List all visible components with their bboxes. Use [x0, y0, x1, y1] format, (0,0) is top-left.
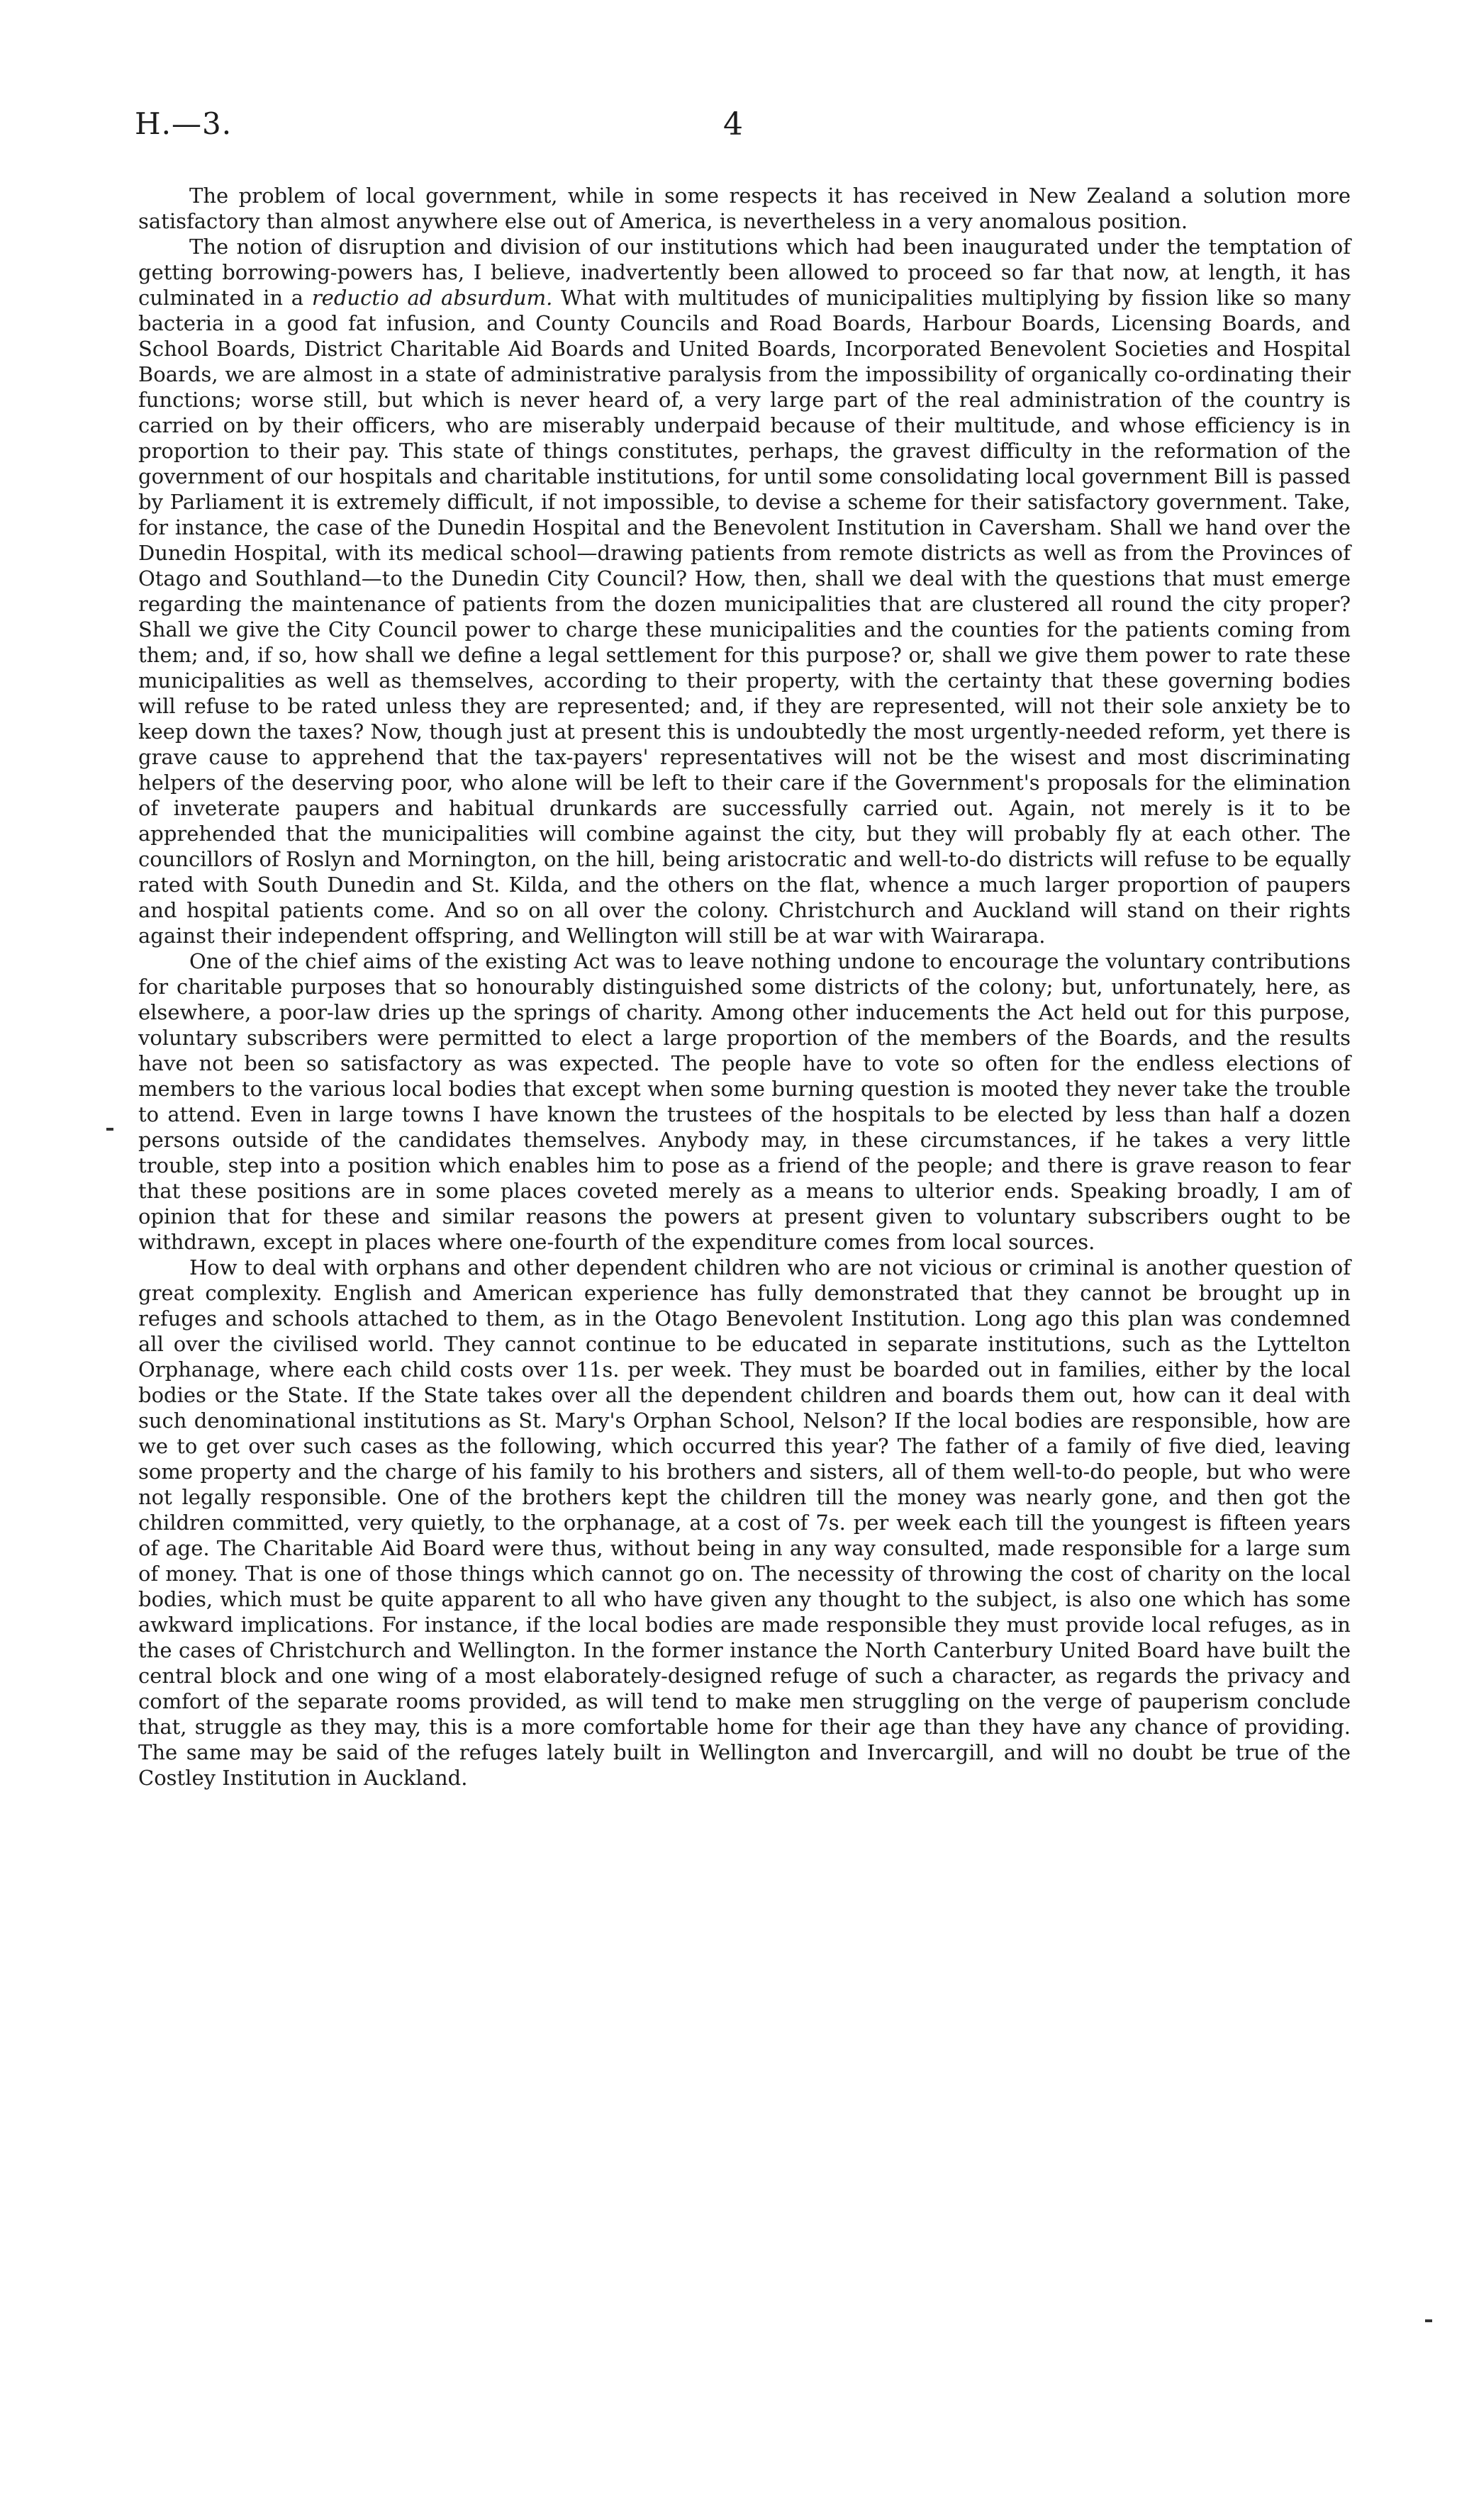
margin-mark-right — [1425, 2319, 1432, 2322]
paragraph-voluntary-contributions: One of the chief aims of the existing Act was to leave nothing undone to encourage the voluntary contributions for charitable purposes that so honourably distinguished some districts of the colony; but, unfortunately, here, as elsewhere, a poor-law dries up the springs of charity. Among other inducements the Act held out for this purpose, voluntary subscribers were permitted to elect a large proportion of the members of the Boards, and the results have not been so satisfactory as was expected. The people have to vote so often for the endless elections of members to the various local bodies that except when some burning question is mooted they never take the trouble to attend. Even in large towns I have known the trustees of the hospitals to be elected by less than half a dozen persons outside of the candidates themselves. Anybody may, in these circumstances, if he takes a very little trouble, step into a position which enables him to pose as a friend of the people; and there is grave reason to fear that these positions are in some places coveted merely as a means to ulterior ends. Speaking broadly, I am of opinion that for these and similar reasons the powers at present given to voluntary subscribers ought to be withdrawn, except in places where one-fourth of the expenditure comes from local sources. — [138, 949, 1351, 1254]
body-text — [138, 183, 1351, 1791]
paragraph-orphans: How to deal with orphans and other dependent children who are not vicious or criminal is another question of great complexity. English and American experience has fully demonstrated that they cannot be brought up in refuges and schools attached to them, as in the Otago Benevolent Institution. Long ago this plan was condemned all over the civilised world. They cannot continue to be educated in separate institutions, such as the Lyttelton Orphanage, where each child costs over 11s. per week. They must be boarded out in families, either by the local bodies or the State. If the State takes over all the dependent children and boards them out, how can it deal with such denominational institutions as St. Mary's Orphan School, Nelson? If the local bodies are responsible, how are we to get over such cases as the following, which occurred this year? The father of a family of five died, leaving some property and the charge of his family to his brothers and sisters, all of them well-to-do people, but who were not legally responsible. One of the brothers kept the children till the money was nearly gone, and then got the children committed, very quietly, to the orphanage, at a cost of 7s. per week each till the youngest is fifteen years of age. The Charitable Aid Board were thus, without being in any way consulted, made responsible for a large sum of money. That is one of those things which cannot go on. The necessity of throwing the cost of charity on the local bodies, which must be quite apparent to all who have given any thought to the subject, is also one which has some awkward implications. For instance, if the local bodies are made responsible they must provide local refuges, as in the cases of Christchurch and Wellington. In the former instance the North Canterbury United Board have built the central block and one wing of a most elaborately-designed refuge of such a character, as regards the privacy and comfort of the separate rooms provided, as will tend to make men struggling on the verge of pauperism conclude that, struggle as they may, this is a more comfortable home for their age than they have any chance of providing. The same may be said of the refuges lately built in Wellington and Invercargill, and will no doubt be true of the Costley Institution in Auckland. — [138, 1255, 1351, 1790]
paragraph-local-government: The problem of local government, while in some respects it has received in New Zealand a solution more satisfactory than almost anywhere else out of America, is nevertheless in a very anomalous position. — [138, 184, 1351, 233]
paragraph-disruption-part-1: The notion of disruption and division of our institutions which had been inaugurated under the temptation of getting borrowing-powers has, I believe, inadvertently been allowed to proceed so far that now, at length, it has culminated in a — [138, 235, 1351, 310]
latin-phrase: reductio ad absurdum. — [311, 286, 553, 310]
paragraph-disruption-part-2: What with multitudes of municipalities multiplying by fission like so many bacteria in a good fat infusion, and County Councils and Road Boards, Harbour Boards, Licensing Boards, and School Boards, District Charitable Aid Boards and United Boards, Incorporated Benevolent Societies and Hospital Boards, we are almost in a state of administrative paralysis from the impossibility of organically co-ordinating their functions; worse still, but which is never heard of, a very large part of the real administration of the country is carried on by their officers, who are miserably underpaid because of their multitude, and whose efficiency is in proportion to their pay. This state of things constitutes, perhaps, the gravest difficulty in the reformation of the government of our hospitals and charitable institutions, for until some consolidating local government Bill is passed by Parliament it is extremely difficult, if not impossible, to devise a scheme for their satisfactory government. Take, for instance, the case of the Dunedin Hospital and the Benevolent Institution in Caversham. Shall we hand over the Dunedin Hospital, with its medical school—drawing patients from remote districts as well as from the Provinces of Otago and Southland—to the Dunedin City Council? How, then, shall we deal with the questions that must emerge regarding the maintenance of patients from the dozen municipalities that are clustered all round the city proper? Shall we give the City Council power to charge these municipalities and the counties for the patients coming from them; and, if so, how shall we define a legal settlement for this purpose? or, shall we give them power to rate these municipalities as well as themselves, according to their property, with the certainty that these governing bodies will refuse to be rated unless they are represented; and, if they are represented, will not their sole anxiety be to keep down the taxes? Now, though just at present this is undoubtedly the most urgently-needed reform, yet there is grave cause to apprehend that the tax-payers' representatives will not be the wisest and most discriminating helpers of the deserving poor, who alone will be left to their care if the Government's proposals for the elimination of inveterate paupers and habitual drunkards are successfully carried out. Again, not merely is it to be apprehended that the municipalities will combine against the city, but they will probably fly at each other. The councillors of Roslyn and Mornington, on the hill, being aristocratic and well-to-do districts will refuse to be equally rated with South Dunedin and St. Kilda, and the others on the flat, whence a much larger proportion of paupers and hospital patients come. And so on all over the colony. Christchurch and Auckland will stand on their rights against their independent offspring, and Wellington will still be at war with Wairarapa. — [138, 286, 1351, 948]
page-number: 4 — [723, 106, 743, 142]
document-reference: H.—3. — [135, 106, 233, 141]
page-header — [135, 106, 1340, 149]
margin-mark-left — [106, 1128, 113, 1131]
paragraph-disruption — [138, 234, 1351, 948]
